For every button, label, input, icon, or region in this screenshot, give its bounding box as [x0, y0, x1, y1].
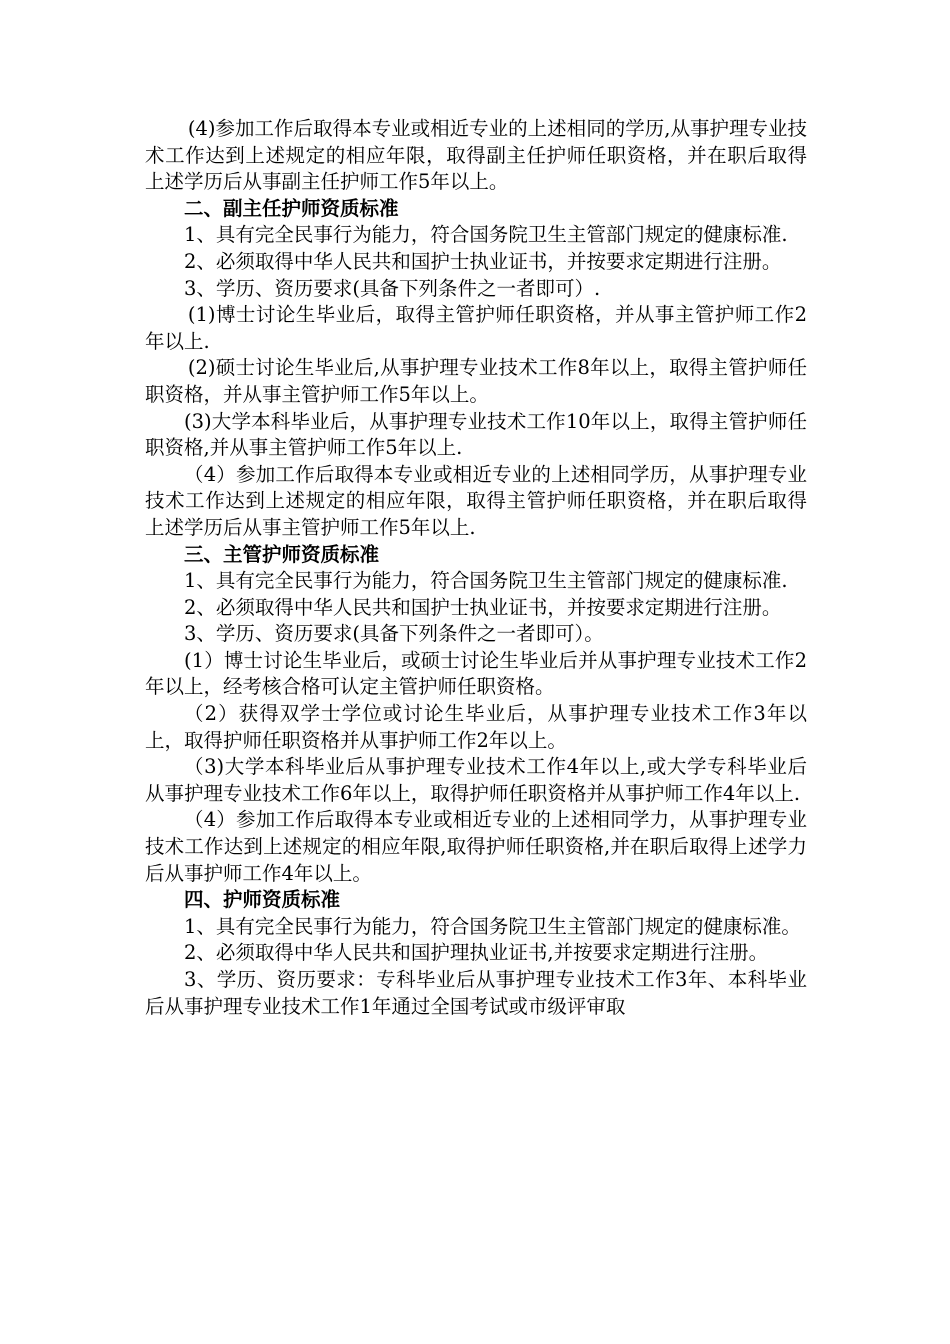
paragraph: 3、学历、资历要求：专科毕业后从事护理专业技术工作3年、本科毕业后从事护理专业技术工作1年通过全国考试或市级评审取 — [145, 968, 807, 1018]
paragraph: 2、必须取得中华人民共和国护理执业证书,并按要求定期进行注册。 — [184, 941, 769, 965]
section-heading: 四、护师资质标准 — [184, 888, 341, 912]
paragraph: （2）获得双学士学位或讨论生毕业后，从事护理专业技术工作3年以上，取得护师任职资格并从事护师工作2年以上。 — [145, 702, 807, 752]
paragraph: (1)博士讨论生毕业后，取得主管护师任职资格，并从事主管护师工作2年以上. — [145, 303, 807, 353]
paragraph: (4)参加工作后取得本专业或相近专业的上述相同的学历,从事护理专业技术工作达到上述规定的相应年限，取得副主任护师任职资格，并在职后取得上述学历后从事副主任护师工作5年以上。 — [145, 117, 807, 194]
paragraph: (3)大学本科毕业后，从事护理专业技术工作10年以上，取得主管护师任职资格,并从事主管护师工作5年以上. — [145, 409, 807, 460]
section-heading: 三、主管护师资质标准 — [184, 542, 380, 566]
paragraph: 2、必须取得中华人民共和国护士执业证书，并按要求定期进行注册。 — [184, 595, 782, 619]
paragraph: （4）参加工作后取得本专业或相近专业的上述相同学历，从事护理专业技术工作达到上述规定的相应年限，取得主管护师任职资格，并在职后取得上述学历后从事主管护师工作5年以上. — [145, 462, 807, 539]
paragraph: （3)大学本科毕业后从事护理专业技术工作4年以上,或大学专科毕业后从事护理专业技术工作6年以上，取得护师任职资格并从事护师工作4年以上. — [145, 755, 807, 805]
document-body — [145, 116, 807, 1020]
paragraph: 1、具有完全民事行为能力，符合国务院卫生主管部门规定的健康标准。 — [184, 914, 801, 938]
paragraph: 1、具有完全民事行为能力，符合国务院卫生主管部门规定的健康标准. — [184, 569, 788, 593]
paragraph: 1、具有完全民事行为能力，符合国务院卫生主管部门规定的健康标准. — [184, 223, 788, 247]
paragraph: (2)硕士讨论生毕业后,从事护理专业技术工作8年以上，取得主管护师任职资格，并从事主管护师工作5年以上。 — [145, 356, 807, 406]
paragraph: （4）参加工作后取得本专业或相近专业的上述相同学力，从事护理专业技术工作达到上述规定的相应年限,取得护师任职资格,并在职后取得上述学力后从事护师工作4年以上。 — [145, 808, 807, 885]
paragraph: 2、必须取得中华人民共和国护士执业证书，并按要求定期进行注册。 — [184, 249, 782, 273]
paragraph: 3、学历、资历要求(具备下列条件之一者即可）。 — [184, 622, 604, 646]
section-heading: 二、副主任护师资质标准 — [184, 196, 399, 220]
paragraph: (1）博士讨论生毕业后，或硕士讨论生毕业后并从事护理专业技术工作2年以上，经考核合格可认定主管护师任职资格。 — [145, 648, 807, 699]
paragraph: 3、学历、资历要求(具备下列条件之一者即可）. — [184, 276, 601, 300]
